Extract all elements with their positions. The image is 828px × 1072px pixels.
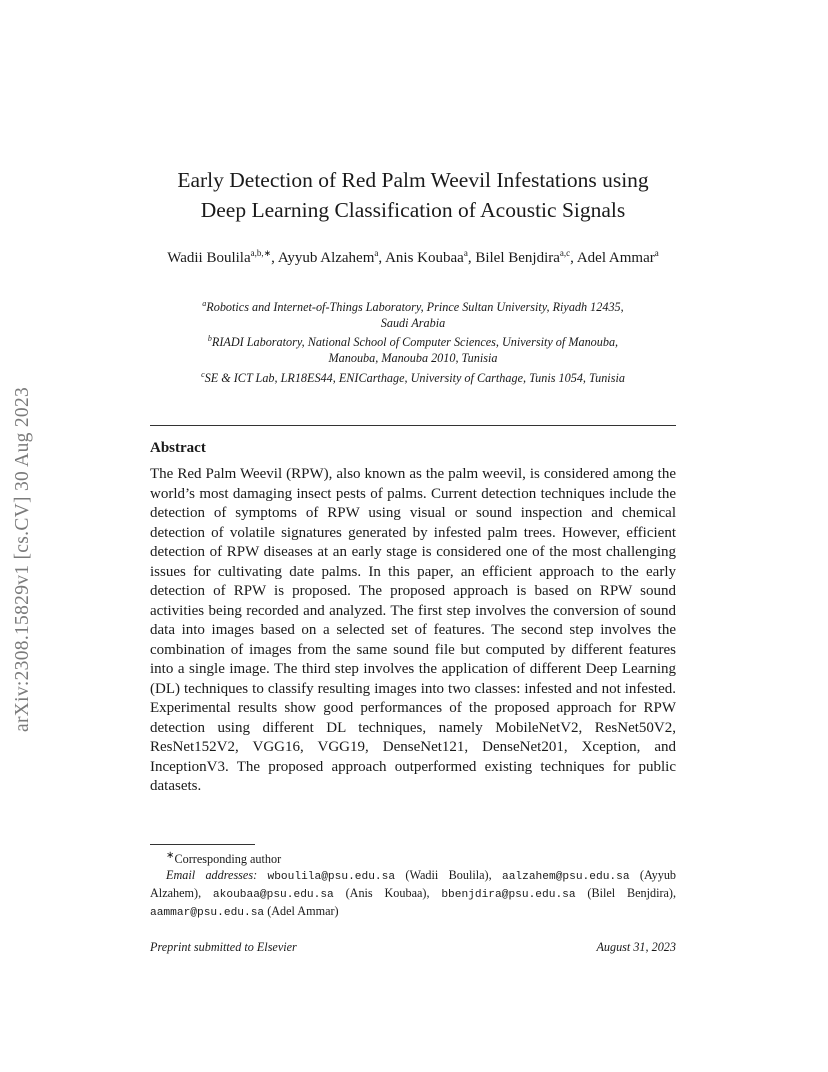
affiliation-b-cont: Manouba, Manouba 2010, Tunisia: [328, 351, 498, 366]
author-affil-mark: a: [654, 248, 659, 258]
footer-date: August 31, 2023: [596, 940, 676, 954]
abstract-body: The Red Palm Weevil (RPW), also known as the palm weevil, is considered among the world’s most damaging insect pests of palms. Current detection techniques include the detection of symptoms of RPW using visual or sound inspection and chemical detection of volatile signatures generated by infested palm trees. However, efficient detection of RPW diseases at an early stage is considered one of the most challenging issues for cultivating date palms. In this paper, an efficient approach to the early detection of RPW is proposed. The proposed approach is based on RPW sound activities being recorded and analyzed. The first step involves the conversion of sound data into images based on a selected set of features. The second step involves the combination of images from the same sound file but computed by different features into a single image. The third step involves the application of different Deep Learning (DL) techniques to classify resulting images into two classes: infested and not infested. Experimental results show good performances of the proposed approach for RPW detection using different DL techniques, namely MobileNetV2, ResNet50V2, ResNet152V2, VGG16, VGG19, DenseNet121, DenseNet201, Xception, and InceptionV3. The proposed approach outperformed existing techniques for public datasets.: [150, 466, 676, 794]
author-name: Bilel Benjdira: [475, 250, 560, 266]
author-name: Adel Ammar: [576, 250, 655, 266]
title-line-1: Early Detection of Red Palm Weevil Infestations using: [177, 168, 649, 192]
footer-preprint-note: Preprint submitted to Elsevier: [150, 940, 297, 954]
footnote-mark: ∗: [166, 850, 175, 861]
affiliation-a-cont: Saudi Arabia: [380, 316, 446, 331]
email-owner: (Adel Ammar): [267, 904, 339, 919]
affil-mark: b: [207, 334, 212, 344]
corresponding-text: Corresponding author: [174, 852, 282, 867]
abstract-heading: Abstract: [150, 440, 206, 456]
author-name: Anis Koubaa: [385, 250, 464, 266]
author-affil-mark: a: [374, 248, 379, 258]
author-affil-mark: a,b,∗: [250, 248, 272, 258]
footnote: [150, 848, 676, 921]
author-name: Ayyub Alzahem: [277, 250, 375, 266]
email-link[interactable]: aammar@psu.edu.sa: [150, 907, 265, 920]
author-list: Wadii Boulila$^{a,b,∗}$, Ayyub Alzahem$^a$, Anis Koubaa$^a$, Bilel Benjdira$^{a,c}$, Adel Ammar$^a$: [167, 248, 659, 266]
abstract-top-rule: [150, 425, 676, 426]
corresponding-author-note: [150, 848, 676, 867]
author-affil-mark: a,c: [559, 248, 571, 258]
affiliations: [150, 296, 676, 386]
email-link[interactable]: aalzahem@psu.edu.sa: [501, 871, 630, 884]
author-name: Wadii Boulila: [167, 250, 251, 266]
email-link[interactable]: wboulila@psu.edu.sa: [267, 871, 396, 884]
author-affil-mark: a: [463, 248, 468, 258]
affil-mark: a: [202, 299, 207, 308]
affil-mark: c: [201, 369, 205, 379]
email-owner: (Wadii Boulila): [405, 868, 489, 883]
arxiv-identifier[interactable]: arXiv:2308.15829v1 [cs.CV] 30 Aug 2023: [12, 386, 33, 732]
affiliation-c: [150, 367, 676, 386]
email-link[interactable]: akoubaa@psu.edu.sa: [212, 889, 334, 902]
paper-title: [150, 165, 676, 225]
email-addresses: Email addresses: wboulila@psu.edu.sa (Wadii Boulila), aalzahem@psu.edu.sa (Ayyub Alzahem), akoubaa@psu.edu.sa (Anis Koubaa), bbenjdira@psu.edu.sa (Bilel Benjdira), aammar@psu.edu.sa (Adel Ammar): [150, 868, 677, 920]
email-owner: (Ayyub Alzahem): [150, 868, 677, 901]
email-owner: (Anis Koubaa): [345, 886, 427, 901]
affil-text: SE & ICT Lab, LR18ES44, ENICarthage, University of Carthage, Tunis 1054, Tunisia: [204, 370, 625, 385]
title-line-2: Deep Learning Classification of Acoustic Signals: [200, 198, 626, 222]
page-footer: [150, 940, 676, 955]
footnote-rule: [150, 844, 255, 845]
email-owner: (Bilel Benjdira): [587, 886, 673, 901]
email-label: Email addresses:: [166, 868, 258, 883]
affil-text: RIADI Laboratory, National School of Computer Sciences, University of Manouba,: [211, 335, 619, 350]
email-link[interactable]: bbenjdira@psu.edu.sa: [441, 889, 576, 902]
affil-text: Robotics and Internet-of-Things Laboratory, Prince Sultan University, Riyadh 12435,: [206, 300, 624, 315]
affiliation-b: [150, 331, 676, 350]
affiliation-a: [150, 296, 676, 315]
